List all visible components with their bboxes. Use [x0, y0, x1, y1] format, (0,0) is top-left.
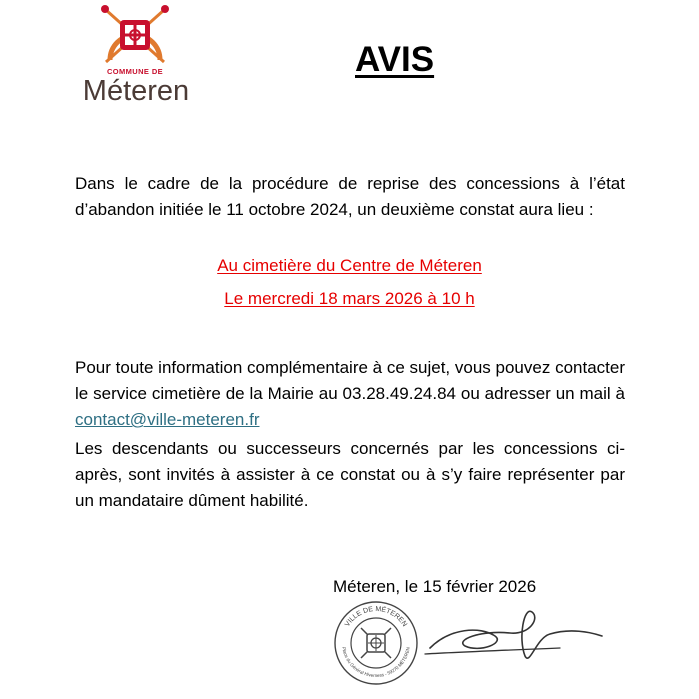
commune-logo — [72, 4, 197, 110]
info-paragraph — [75, 355, 625, 433]
coat-of-arms-icon — [72, 4, 197, 74]
handwritten-signature — [420, 608, 605, 668]
location-line: Au cimetière du Centre de Méteren — [217, 256, 482, 275]
signoff-date: Méteren, le 15 février 2026 — [333, 577, 537, 596]
descendants-paragraph: Les descendants ou successeurs concernés par les concessions ci-après, sont invités à assister à ce constat ou à s’y faire représenter par un mandataire dûment habilité. — [75, 439, 625, 510]
stamp-seal-icon — [333, 600, 419, 686]
intro-paragraph: Dans le cadre de la procédure de reprise des concessions à l’état d’abandon initiée le 11 octobre 2024, un deuxième constat aura lieu : — [75, 174, 625, 219]
stamp-bottom-text: Place du Général Hiverness - 59270 MÉTEREN — [341, 646, 411, 679]
datetime-line: Le mercredi 18 mars 2026 à 10 h — [224, 289, 475, 308]
stamp-top-text: VILLE DE MÉTEREN — [344, 605, 408, 629]
logo-commune-label: COMMUNE DE — [106, 67, 164, 76]
page-title: AVIS — [355, 40, 435, 79]
email-link[interactable]: contact@ville-meteren.fr — [75, 410, 260, 429]
info-text: Pour toute information complémentaire à ce sujet, vous pouvez contacter le service cimetière de la Mairie au 03.28.49.24.84 ou adresser un mail à — [75, 358, 625, 403]
town-stamp — [333, 600, 419, 691]
logo-town-name: Méteren — [82, 75, 190, 107]
